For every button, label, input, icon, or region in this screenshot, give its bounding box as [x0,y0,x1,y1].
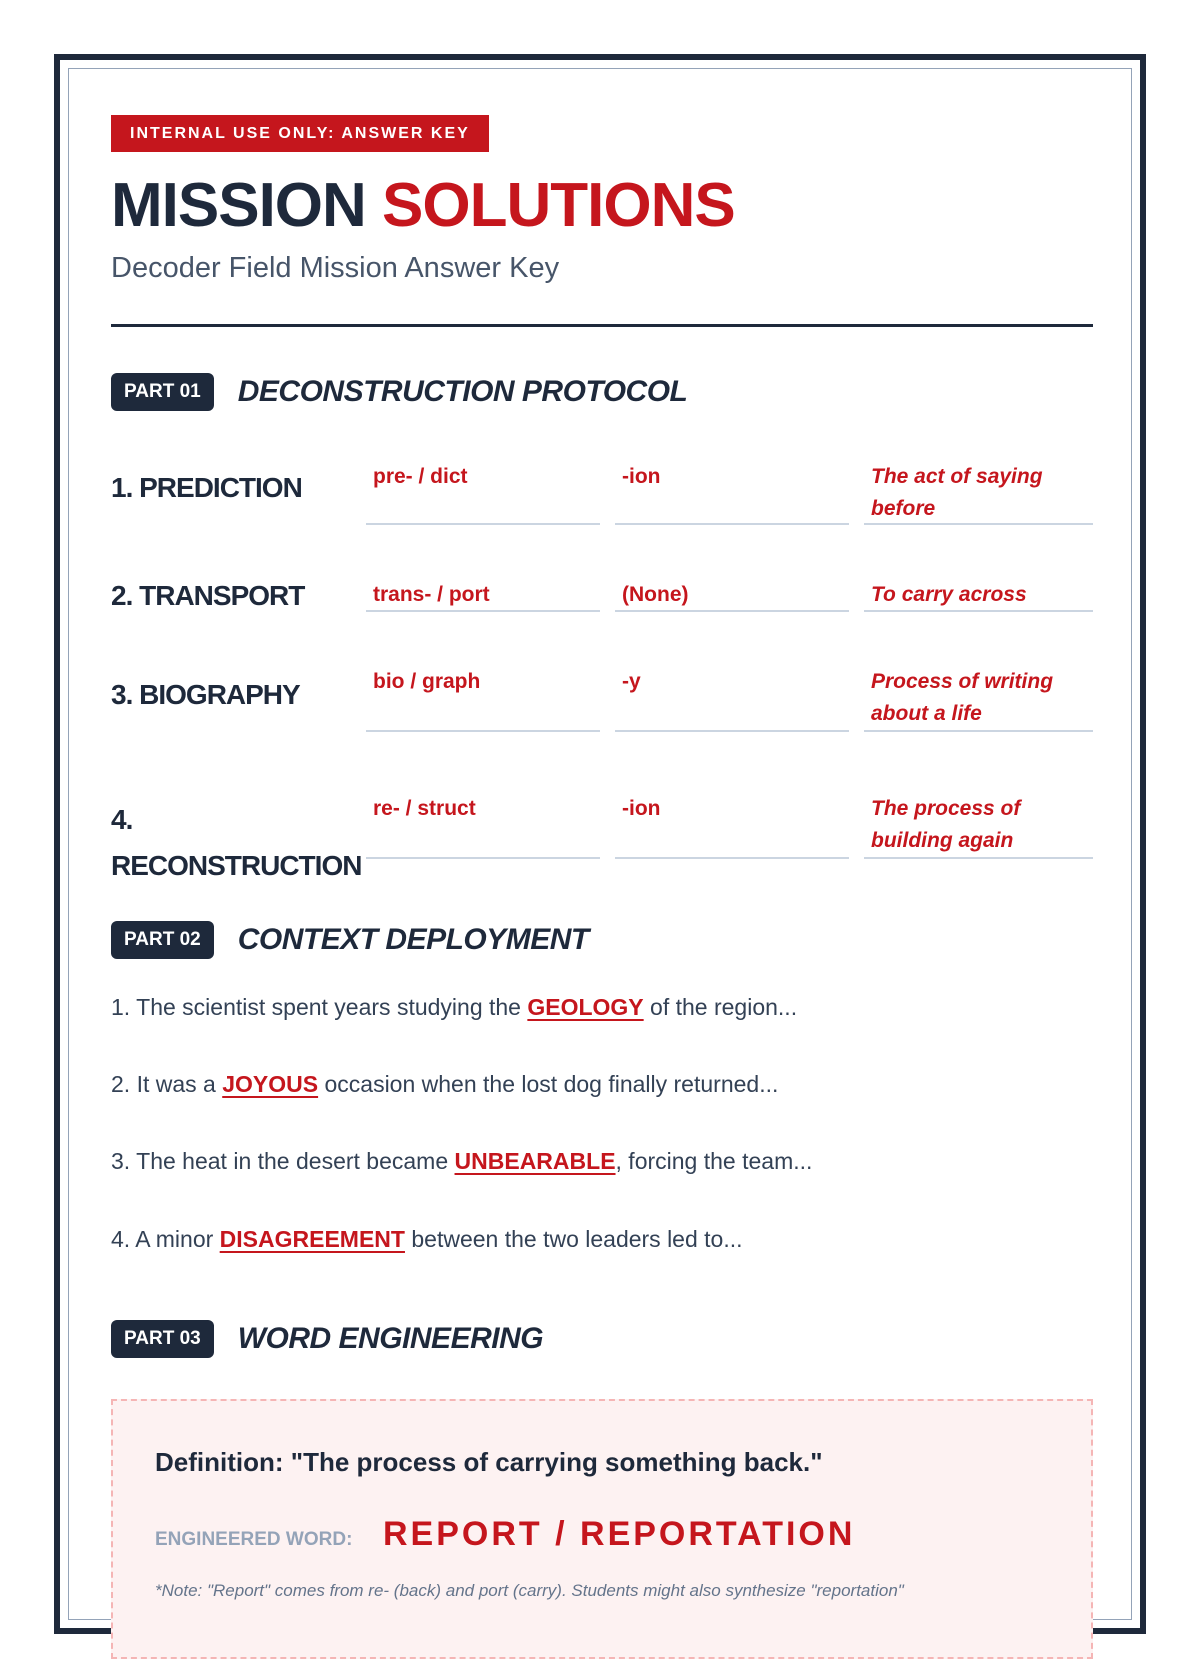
context-sentence [111,991,797,1023]
row-word: 1. PREDICTION [111,472,302,503]
part-01-label: PART 01 [111,373,214,411]
part-03-header [111,1320,543,1358]
sentence-text: 2. It was a [111,1071,223,1097]
context-sentence [111,1068,778,1100]
page-inner-border [68,68,1132,1620]
sentence-text: 4. A minor [111,1226,220,1252]
sentence-text: 3. The heat in the desert became [111,1148,455,1174]
sentence-answer: UNBEARABLE [454,1148,616,1174]
page-subtitle: Decoder Field Mission Answer Key [111,252,560,284]
page-frame [54,54,1146,1634]
row-word: 2. TRANSPORT [111,580,305,611]
context-sentence [111,1223,743,1255]
sentence-answer: JOYOUS [222,1071,319,1097]
part-01-header [111,373,687,411]
part-03-title: WORD ENGINEERING [237,1322,544,1355]
suffix-answer: -ion [615,453,849,525]
engineering-note: *Note: "Report" comes from re- (back) and port (carry). Students might also synthesize "reportation" [155,1581,904,1600]
word-engineering-box [111,1399,1093,1659]
roots-answer: re- / struct [366,785,600,859]
part-02-title: CONTEXT DEPLOYMENT [237,923,589,956]
sentence-answer: GEOLOGY [527,994,644,1020]
document-content [111,115,1093,1600]
page-title [111,170,1093,242]
suffix-answer: (None) [615,571,849,612]
sentence-answer: DISAGREEMENT [219,1226,405,1252]
definition-answer: To carry across [864,571,1093,612]
definition-answer: Process of writing about a life [864,658,1093,732]
answer-key-tag: INTERNAL USE ONLY: ANSWER KEY [111,115,489,152]
part-03-label: PART 03 [111,1320,214,1358]
header-divider [111,324,1093,327]
part-01-title: DECONSTRUCTION PROTOCOL [237,375,688,408]
part-02-label: PART 02 [111,921,214,959]
engineered-word-answer: REPORT / REPORTATION [383,1515,856,1553]
row-word: 3. BIOGRAPHY [111,679,300,710]
engineering-definition: Definition: "The process of carrying something back." [155,1447,823,1477]
definition-answer: The process of building again [864,785,1093,859]
sentence-text: between the two leaders led to... [404,1226,743,1252]
part-02-header [111,921,589,959]
row-word: 4. RECONSTRUCTION [111,804,362,881]
sentence-text: occasion when the lost dog finally returned... [318,1071,779,1097]
suffix-answer: -ion [615,785,849,859]
title-part-2: SOLUTIONS [382,171,735,240]
definition-answer: The act of saying before [864,453,1093,525]
suffix-answer: -y [615,658,849,732]
context-sentence [111,1145,812,1177]
sentence-text: , forcing the team... [615,1148,813,1174]
title-part-1: MISSION [111,171,366,240]
engineered-word-label: ENGINEERED WORD: [155,1529,353,1550]
sentence-text: of the region... [643,994,798,1020]
roots-answer: pre- / dict [366,453,600,525]
sentence-text: 1. The scientist spent years studying the [111,994,528,1020]
roots-answer: bio / graph [366,658,600,732]
roots-answer: trans- / port [366,571,600,612]
